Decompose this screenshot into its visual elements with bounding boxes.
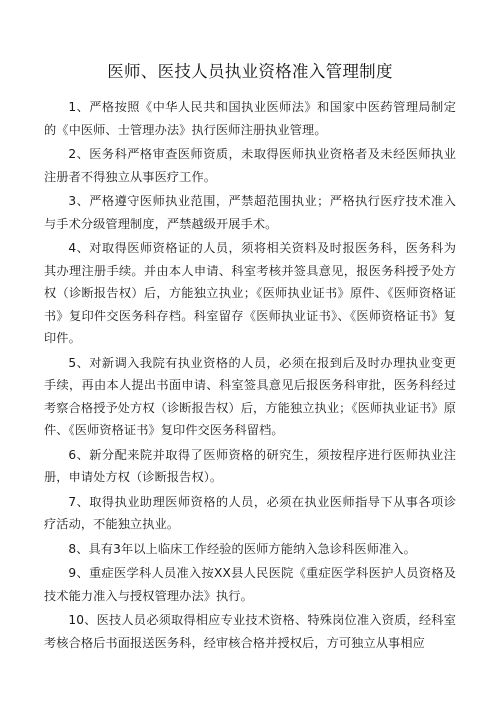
document-title: 医师、医技人员执业资格准入管理制度: [107, 62, 393, 81]
paragraph-8: 8、具有3年以上临床工作经验的医师方能纳入急诊科医师准入。: [68, 541, 416, 556]
paragraph-2: 2、医务科严格审查医师资质，未取得医师执业资格者及未经医师执业注册者不得独立从事医疗工作。: [44, 147, 456, 184]
paragraph-3: 3、严格遵守医师执业范围，严禁超范围执业；严格执行医疗技术准入与手术分级管理制度，严禁越级开展手术。: [44, 194, 456, 231]
paragraph-1: 1、严格按照《中华人民共和国执业医师法》和国家中医药管理局制定的《中医师、士管理办法》执行医师注册执业管理。: [44, 100, 456, 137]
paragraph-5: 5、对新调入我院有执业资格的人员，必须在报到后及时办理执业变更手续，再由本人提出书面申请、科室签具意见后报医务科审批，医务科经过考察合格授予处方权（诊断报告权）后，方能独立执业；《医师执业证书》原件、《医师资格证书》复印件交医务科留档。: [44, 355, 456, 437]
paragraph-4: 4、对取得医师资格证的人员，须将相关资料及时报医务科，医务科为其办理注册手续。并由本人申请、科室考核并签具意见，报医务科授予处方权（诊断报告权）后，方能独立执业；《医师执业证书》原件、《医师资格证书》复印件交医务科存档。科室留存《医师执业证书》、《医师资格证书》复印件。: [44, 241, 456, 345]
paragraph-10: 10、医技人员必须取得相应专业技术资格、特殊岗位准入资质，经科室考核合格后书面报送医务科，经审核合格并授权后，方可独立从事相应: [44, 613, 456, 650]
paragraph-6: 6、新分配来院并取得了医师资格的研究生，须按程序进行医师执业注册，申请处方权（诊断报告权）。: [44, 447, 456, 484]
paragraph-7: 7、取得执业助理医师资格的人员，必须在执业医师指导下从事各项诊疗活动，不能独立执业。: [44, 494, 456, 531]
paragraph-9: 9、重症医学科人员准入按XX县人民医院《重症医学科医护人员资格及技术能力准入与授权管理办法》执行。: [44, 566, 456, 603]
